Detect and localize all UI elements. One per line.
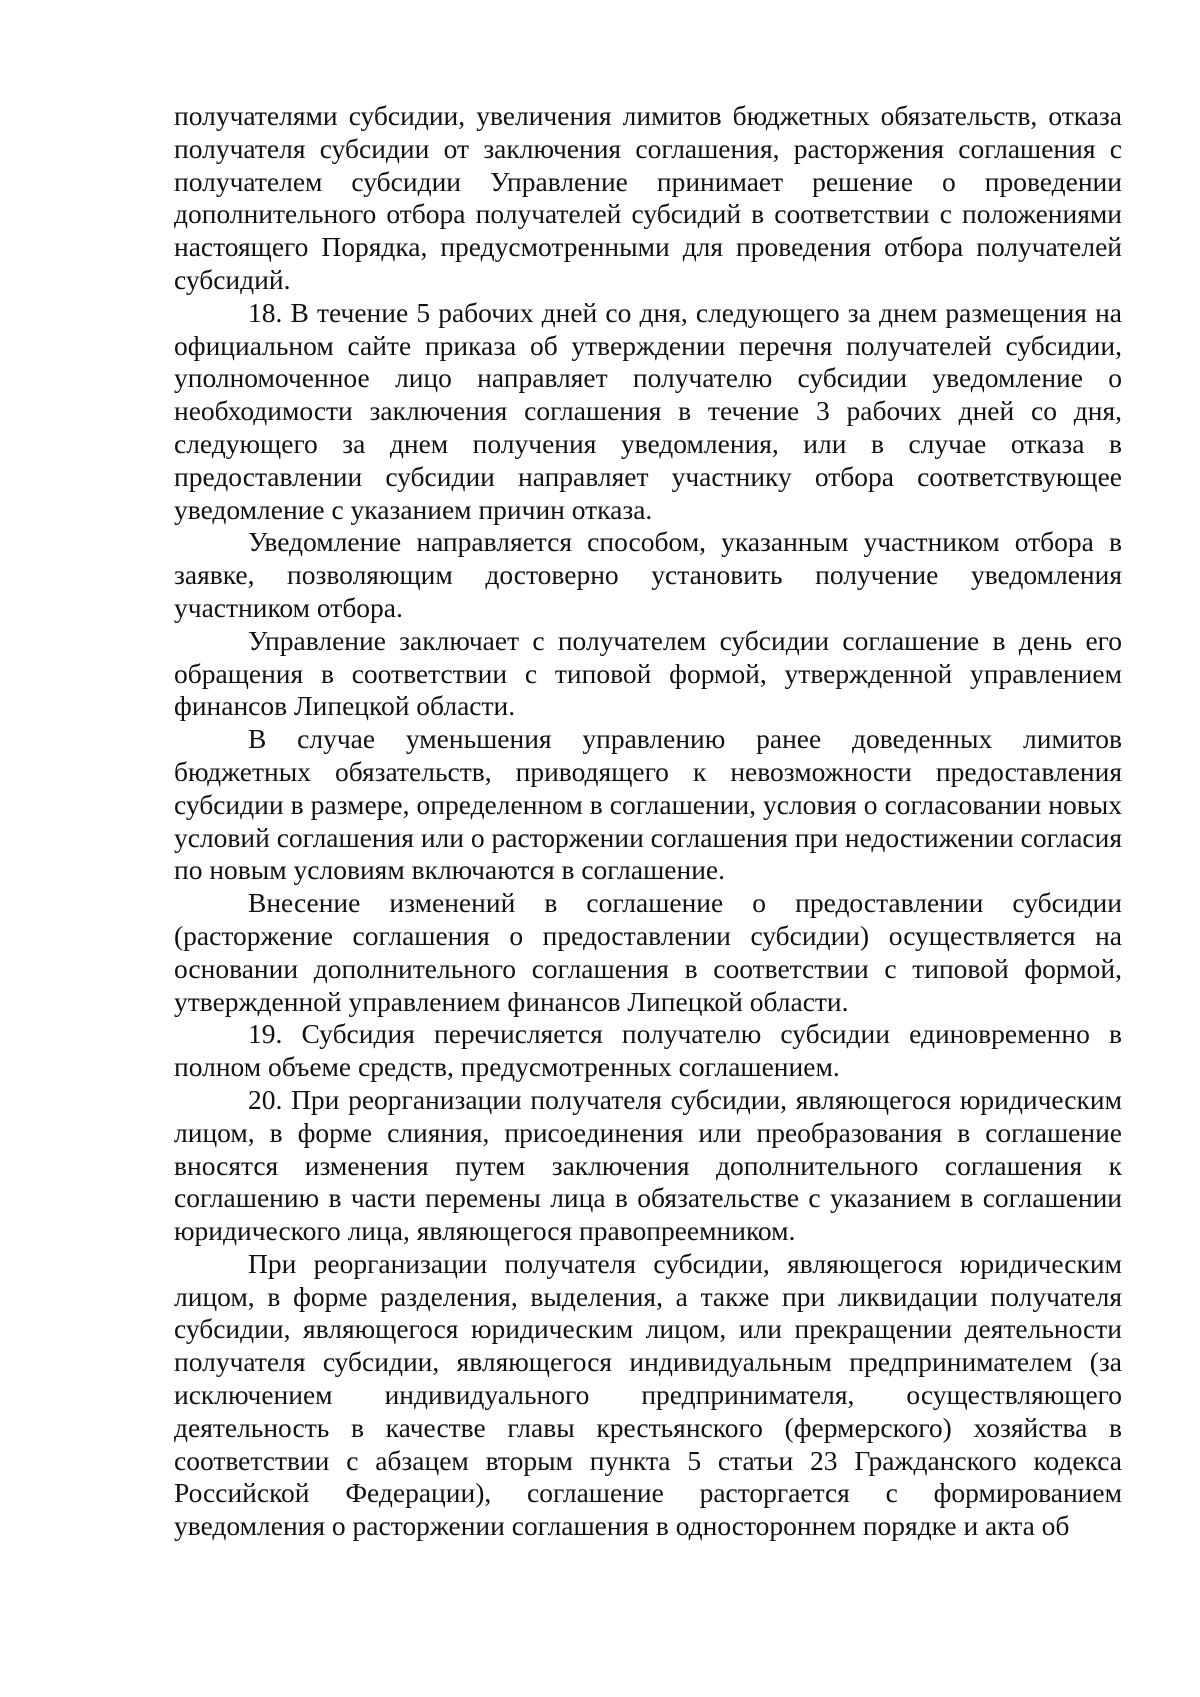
paragraph-agreement-conclusion: Управление заключает с получателем субсидии соглашение в день его обращения в соответствии с типовой формой, утвержденной управлением финансов Липецкой области. xyxy=(174,624,1122,722)
paragraph-reorganization: При реорганизации получателя субсидии, являющегося юридическим лицом, в форме разделения, выделения, а также при ликвидации получателя субсидии, являющегося юридическим лицом, или прекращении деятельности получателя субсидии, являющегося индивидуальным предпринимателем (за исключением индивидуального предпринимателя, осуществляющего деятельность в качестве главы крестьянского (фермерского) хозяйства в соответствии с абзацем вторым пункта 5 статьи 23 Гражданского кодекса Российской Федерации), соглашение расторгается с формированием уведомления о расторжении соглашения в одностороннем порядке и акта об xyxy=(174,1247,1122,1542)
paragraph-item-18: 18. В течение 5 рабочих дней со дня, следующего за днем размещения на официальном сайте приказа об утверждении перечня получателей субсидии, уполномоченное лицо направляет получателю субсидии уведомление о необходимости заключения соглашения в течение 3 рабочих дней со дня, следующего за днем получения уведомления, или в случае отказа в предоставлении субсидии направляет участнику отбора соответствующее уведомление с указанием причин отказа. xyxy=(174,296,1122,525)
paragraph-continuation: получателями субсидии, увеличения лимитов бюджетных обязательств, отказа получателя субсидии от заключения соглашения, расторжения соглашения с получателем субсидии Управление принимает решение о проведении дополнительного отбора получателей субсидий в соответствии с положениями настоящего Порядка, предусмотренными для проведения отбора получателей субсидий. xyxy=(174,100,1122,295)
paragraph-item-19: 19. Субсидия перечисляется получателю субсидии единовременно в полном объеме средств, предусмотренных соглашением. xyxy=(174,1018,1122,1083)
paragraph-item-20: 20. При реорганизации получателя субсидии, являющегося юридическим лицом, в форме слияния, присоединения или преобразования в соглашение вносятся изменения путем заключения дополнительного соглашения к соглашению в части перемены лица в обязательстве с указанием в соглашении юридического лица, являющегося правопреемником. xyxy=(174,1083,1122,1247)
paragraph-limits-reduction: В случае уменьшения управлению ранее доведенных лимитов бюджетных обязательств, приводящего к невозможности предоставления субсидии в размере, определенном в соглашении, условия о согласовании новых условий соглашения или о расторжении соглашения при недостижении согласия по новым условиям включаются в соглашение. xyxy=(174,723,1122,886)
paragraph-agreement-amendment: Внесение изменений в соглашение о предоставлении субсидии (расторжение соглашения о предоставлении субсидии) осуществляется на основании дополнительного соглашения в соответствии с типовой формой, утвержденной управлением финансов Липецкой области. xyxy=(174,887,1122,1017)
paragraph-notification-method: Уведомление направляется способом, указанным участником отбора в заявке, позволяющим достоверно установить получение уведомления участником отбора. xyxy=(174,526,1122,623)
document-body xyxy=(174,100,1122,1543)
